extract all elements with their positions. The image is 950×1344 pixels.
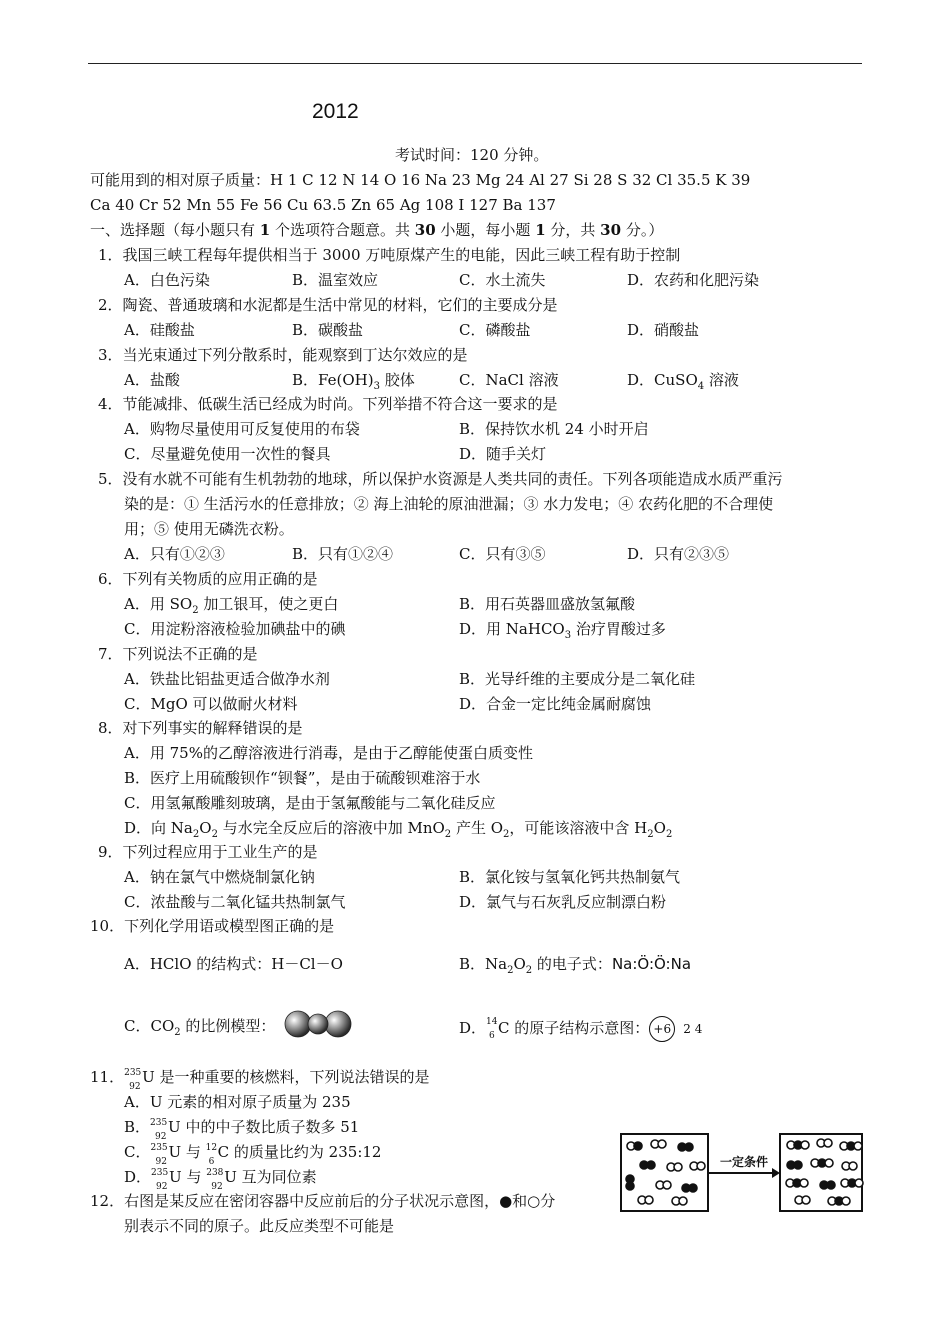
q5-option-b: B．只有①②④ — [292, 545, 394, 563]
q11-option-a: A．U 元素的相对原子质量为 235 — [124, 1093, 351, 1111]
q8-option-b: B．医疗上用硫酸钡作“钡餐”，是由于硫酸钡难溶于水 — [124, 769, 481, 787]
q2-option-a: A．硅酸盐 — [124, 321, 195, 339]
q5-option-d: D．只有②③⑤ — [627, 545, 730, 563]
atomic-masses-line-1: 可能用到的相对原子质量：H 1 C 12 N 14 O 16 Na 23 Mg 24 Al 27 Si 28 S 32 Cl 35.5 K 39 — [90, 171, 751, 189]
q7-stem: 7．下列说法不正确的是 — [98, 645, 258, 663]
q5-option-a: A．只有①②③ — [124, 545, 225, 563]
co2-space-filling-model — [282, 1008, 354, 1040]
q6-option-d: D．用 NaHCO$_3$ 治疗胃酸过多 — [459, 620, 666, 641]
q5-stem-line-2: 染的是：① 生活污水的任意排放；② 海上油轮的原油泄漏；③ 水力发电；④ 农药化肥的不合理使 — [124, 495, 774, 513]
q10-option-b: B．$Na_2O_2$ 的电子式：Na:Ö:Ö:Na — [459, 955, 692, 976]
q9-option-b: B．氯化铵与氢氧化钙共热制氨气 — [459, 868, 681, 886]
q8-option-d: D．向 $Na_2O_2$ 与水完全反应后的溶液中加 MnO$_2$ 产生 $O_2$，可能该溶液中含 $H_2O_2$ — [124, 819, 673, 840]
q11-option-d: D． 235 92 U 与 238 92 U 互为同位素 — [124, 1168, 317, 1192]
q4-option-b: B．保持饮水机 24 小时开启 — [459, 420, 649, 438]
exam-time: 考试时间：120 分钟。 — [395, 146, 549, 164]
q3-option-b: B．$Fe(OH)_3$ 胶体 — [292, 371, 415, 392]
q3-option-c: C．NaCl 溶液 — [459, 371, 559, 389]
top-rule — [88, 63, 862, 64]
q11-option-b: B． 235 92 U 中的中子数比质子数多 51 — [124, 1118, 360, 1142]
q5-stem-line-1: 5．没有水就不可能有生机勃勃的地球，所以保护水资源是人类共同的责任。下列各项能造成水质严重污 — [98, 470, 783, 488]
q2-stem: 2．陶瓷、普通玻璃和水泥都是生活中常见的材料，它们的主要成分是 — [98, 296, 558, 314]
q1-option-a: A．白色污染 — [124, 271, 210, 289]
q10-option-a: A．HClO 的结构式：H－Cl－O — [124, 955, 343, 973]
arrow-label: 一定条件 — [719, 1155, 769, 1169]
electron-shells: 2 4 — [683, 1022, 703, 1036]
q9-stem: 9．下列过程应用于工业生产的是 — [98, 843, 318, 861]
q5-option-c: C．只有③⑤ — [459, 545, 546, 563]
q1-option-b: B．温室效应 — [292, 271, 379, 289]
q9-option-a: A．钠在氯气中燃烧制氯化钠 — [124, 868, 315, 886]
q4-option-c: C．尽量避免使用一次性的餐具 — [124, 445, 331, 463]
q10-stem: 10．下列化学用语或模型图正确的是 — [90, 917, 335, 935]
q4-option-d: D．随手关灯 — [459, 445, 547, 463]
q2-option-b: B．碳酸盐 — [292, 321, 364, 339]
atomic-masses-line-2: Ca 40 Cr 52 Mn 55 Fe 56 Cu 63.5 Zn 65 Ag 108 I 127 Ba 137 — [90, 196, 556, 214]
q7-option-b: B．光导纤维的主要成分是二氧化硅 — [459, 670, 696, 688]
section-title: 一、选择题（每小题只有 1 个选项符合题意。共 30 小题，每小题 1 分，共 30 分。） — [90, 221, 664, 239]
na2o2-electron-formula: Na:Ö:Ö:Na — [611, 955, 692, 973]
q9-option-c: C．浓盐酸与二氧化锰共热制氯气 — [124, 893, 346, 911]
q3-option-d: D．CuSO$_4$ 溶液 — [627, 371, 739, 392]
q8-option-c: C．用氢氟酸雕刻玻璃，是由于氢氟酸能与二氧化硅反应 — [124, 794, 496, 812]
q11-option-c: C． 235 92 U 与 12 6 C 的质量比约为 235:12 — [124, 1143, 382, 1167]
q7-option-c: C．MgO 可以做耐火材料 — [124, 695, 298, 713]
q10-option-d: D． 14 6 C 的原子结构示意图： +6 2 4 — [459, 1017, 703, 1041]
q1-stem: 1．我国三峡工程每年提供相当于 3000 万吨原煤产生的电能，因此三峡工程有助于控制 — [98, 246, 681, 264]
q4-option-a: A．购物尽量使用可反复使用的布袋 — [124, 420, 360, 438]
q8-option-a: A．用 75%的乙醇溶液进行消毒，是由于乙醇能使蛋白质变性 — [124, 744, 533, 762]
q10-option-c: C．$CO_2$ 的比例模型： — [124, 1017, 276, 1038]
q11-stem: 11． 235 92 U 是一种重要的核燃料，下列说法错误的是 — [90, 1068, 430, 1092]
arrowhead — [772, 1168, 780, 1178]
q3-stem: 3．当光束通过下列分散系时，能观察到丁达尔效应的是 — [98, 346, 468, 364]
q5-stem-line-3: 用；⑤ 使用无磷洗衣粉。 — [124, 520, 294, 538]
q6-option-c: C．用淀粉溶液检验加碘盐中的碘 — [124, 620, 346, 638]
q2-option-d: D．硝酸盐 — [627, 321, 700, 339]
q12-stem-line-2: 别表示不同的原子。此反应类型不可能是 — [124, 1217, 395, 1235]
q1-option-d: D．农药和化肥污染 — [627, 271, 760, 289]
q12-stem-line-1: 12．右图是某反应在密闭容器中反应前后的分子状况示意图，●和○分 — [90, 1192, 556, 1210]
q6-stem: 6．下列有关物质的应用正确的是 — [98, 570, 318, 588]
q9-option-d: D．氯气与石灰乳反应制漂白粉 — [459, 893, 667, 911]
q7-option-d: D．合金一定比纯金属耐腐蚀 — [459, 695, 652, 713]
q2-option-c: C．磷酸盐 — [459, 321, 531, 339]
q7-option-a: A．铁盐比铝盐更适合做净水剂 — [124, 670, 330, 688]
q1-option-c: C．水土流失 — [459, 271, 546, 289]
nucleus-circle: +6 — [649, 1016, 675, 1042]
q3-option-a: A．盐酸 — [124, 371, 180, 389]
q6-option-b: B．用石英器皿盛放氢氟酸 — [459, 595, 636, 613]
q6-option-a: A．用 $SO_2$ 加工银耳，使之更白 — [124, 595, 339, 616]
reaction-diagram — [620, 1133, 864, 1213]
q8-stem: 8．对下列事实的解释错误的是 — [98, 719, 303, 737]
exam-year: 2012 — [312, 100, 359, 123]
q4-stem: 4．节能减排、低碳生活已经成为时尚。下列举措不符合这一要求的是 — [98, 395, 558, 413]
